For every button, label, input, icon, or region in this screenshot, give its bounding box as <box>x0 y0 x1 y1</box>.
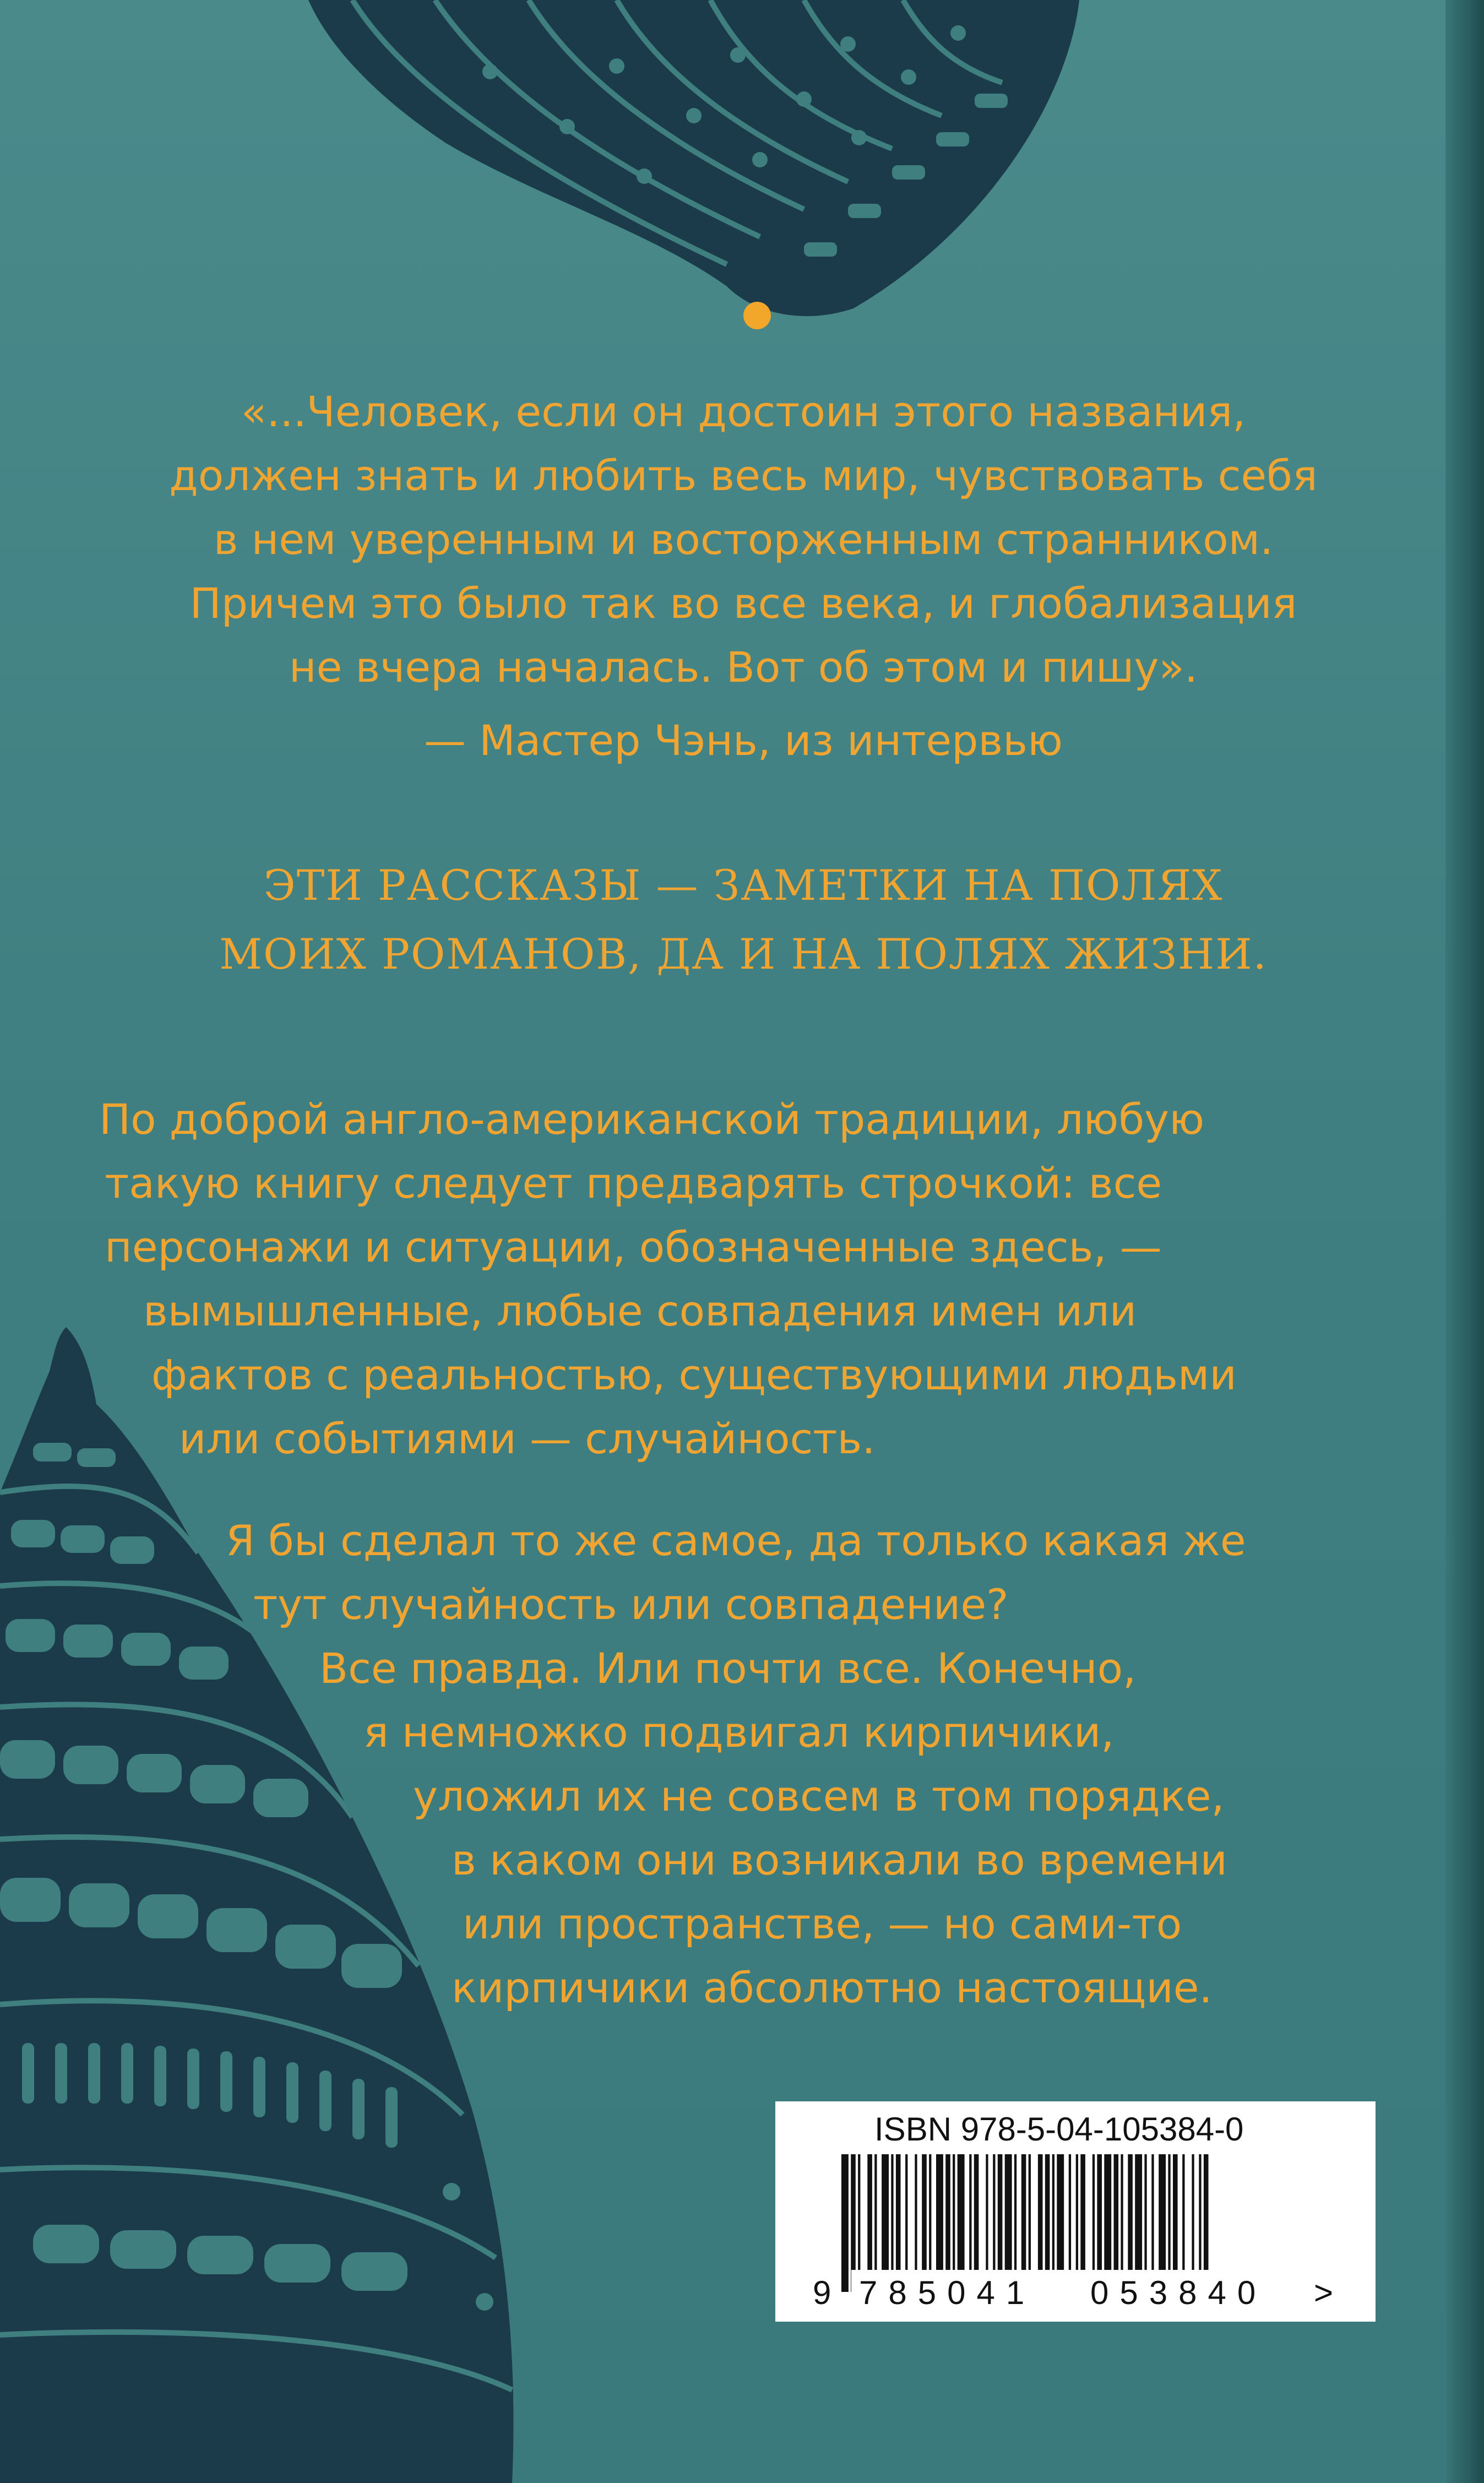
barcode-bar <box>891 2154 893 2270</box>
barcode-digit-first: 9 <box>813 2274 831 2311</box>
barcode-bar <box>1114 2154 1119 2270</box>
quote-line: должен знать и любить весь мир, чувствовать себя <box>169 451 1318 500</box>
paragraph-line: По доброй англо-американской традиции, любую <box>99 1095 1205 1144</box>
barcode-bar <box>867 2154 872 2270</box>
barcode-digits-left: 785041 <box>859 2274 1036 2311</box>
barcode-bar <box>953 2154 955 2270</box>
paragraph-line: я немножко подвигал кирпичики, <box>363 1708 1115 1757</box>
barcode-bar <box>1076 2154 1078 2270</box>
barcode-bar <box>929 2154 931 2270</box>
paragraph-line: в каком они возникали во времени <box>452 1835 1227 1884</box>
barcode-bar <box>1080 2154 1085 2270</box>
barcode-bar <box>945 2154 950 2270</box>
barcode-bar <box>1135 2154 1142 2270</box>
top-shell-ornament <box>308 0 1079 319</box>
paragraph-line: Все правда. Или почти все. Конечно, <box>319 1644 1137 1693</box>
barcode-bar <box>905 2154 907 2270</box>
epigraph-quote <box>110 380 1377 699</box>
barcode-bar <box>1121 2154 1123 2270</box>
barcode-bar <box>1005 2154 1012 2270</box>
barcode-bar <box>896 2154 901 2270</box>
paragraph-line: персонажи и ситуации, обозначенные здесь, — <box>105 1223 1162 1272</box>
barcode-bar <box>986 2154 988 2270</box>
barcode-bar <box>993 2154 995 2270</box>
barcode-bar <box>1151 2154 1154 2270</box>
quote-line: не вчера началась. Вот об этом и пишу». <box>289 643 1198 692</box>
barcode-bar <box>1144 2154 1146 2270</box>
orange-dot-ornament <box>743 302 771 329</box>
barcode-bar <box>969 2154 971 2270</box>
paragraph-truth <box>226 1509 1246 2020</box>
paragraph-line: уложил их не совсем в том порядке, <box>413 1772 1225 1821</box>
paragraph-disclaimer <box>99 1088 1237 1471</box>
barcode-bar <box>1021 2154 1026 2270</box>
barcode-bar <box>1182 2154 1184 2270</box>
highlight-line: ЭТИ РАССКАЗЫ — ЗАМЕТКИ НА ПОЛЯХ <box>263 861 1224 910</box>
barcode-bar <box>882 2154 889 2270</box>
barcode-bar <box>841 2154 849 2292</box>
paragraph-line: такую книгу следует предварять строчкой: все <box>105 1159 1162 1208</box>
barcode-digits-right: 053840 <box>1090 2274 1267 2311</box>
barcode-bar <box>1192 2154 1194 2270</box>
barcode-bar <box>858 2154 860 2270</box>
quote-line: в нем уверенным и восторженным странником. <box>213 515 1274 564</box>
barcode-bar <box>958 2154 965 2270</box>
isbn-barcode-box <box>775 2101 1376 2322</box>
spine-edge <box>1445 0 1484 2483</box>
barcode-bar <box>1057 2154 1064 2270</box>
barcode-bar <box>936 2154 943 2270</box>
highlight-line: МОИХ РОМАНОВ, ДА И НА ПОЛЯХ ЖИЗНИ. <box>219 930 1268 979</box>
barcode-bar <box>1069 2154 1071 2270</box>
barcode-end-marker: > <box>1314 2274 1334 2311</box>
barcode-bar <box>1104 2154 1111 2270</box>
quote-line: Причем это было так во все века, и глобализация <box>189 579 1297 628</box>
paragraph-line: тут случайность или совпадение? <box>253 1580 1009 1629</box>
barcode-bar <box>1097 2154 1102 2270</box>
barcode-bar <box>1014 2154 1016 2270</box>
barcode-bar <box>1052 2154 1054 2270</box>
isbn-label: ISBN 978-5-04-105384-0 <box>874 2111 1244 2148</box>
quote-line: «...Человек, если он достоин этого названия, <box>241 387 1246 436</box>
barcode-bar <box>1128 2154 1133 2270</box>
barcode-bar <box>1199 2154 1201 2270</box>
paragraph-line: или пространстве, — но сами-то <box>463 1899 1182 1948</box>
highlight-caption <box>110 851 1377 988</box>
quote-attribution: — Мастер Чэнь, из интервью <box>423 716 1063 765</box>
barcode-bar <box>1159 2154 1166 2270</box>
barcode-bar <box>1092 2154 1095 2270</box>
barcode-bar <box>974 2154 979 2270</box>
barcode-bar <box>922 2154 927 2270</box>
barcode-bar <box>1173 2154 1178 2270</box>
paragraph-line: Я бы сделал то же самое, да только какая же <box>226 1516 1246 1565</box>
paragraph-line: кирпичики абсолютно настоящие. <box>452 1963 1213 2012</box>
barcode-bar <box>915 2154 917 2270</box>
barcode-bar <box>1168 2154 1170 2270</box>
barcode-bar <box>998 2154 1003 2270</box>
paragraph-line: фактов с реальностью, существующими людьми <box>151 1350 1237 1399</box>
paragraph-line: или событиями — случайность. <box>179 1414 876 1463</box>
barcode-bars <box>808 2154 1342 2314</box>
barcode-bar <box>874 2154 877 2270</box>
paragraph-line: вымышленные, любые совпадения имен или <box>143 1286 1137 1335</box>
barcode-bar <box>1204 2154 1209 2270</box>
barcode-bar <box>1045 2154 1050 2270</box>
